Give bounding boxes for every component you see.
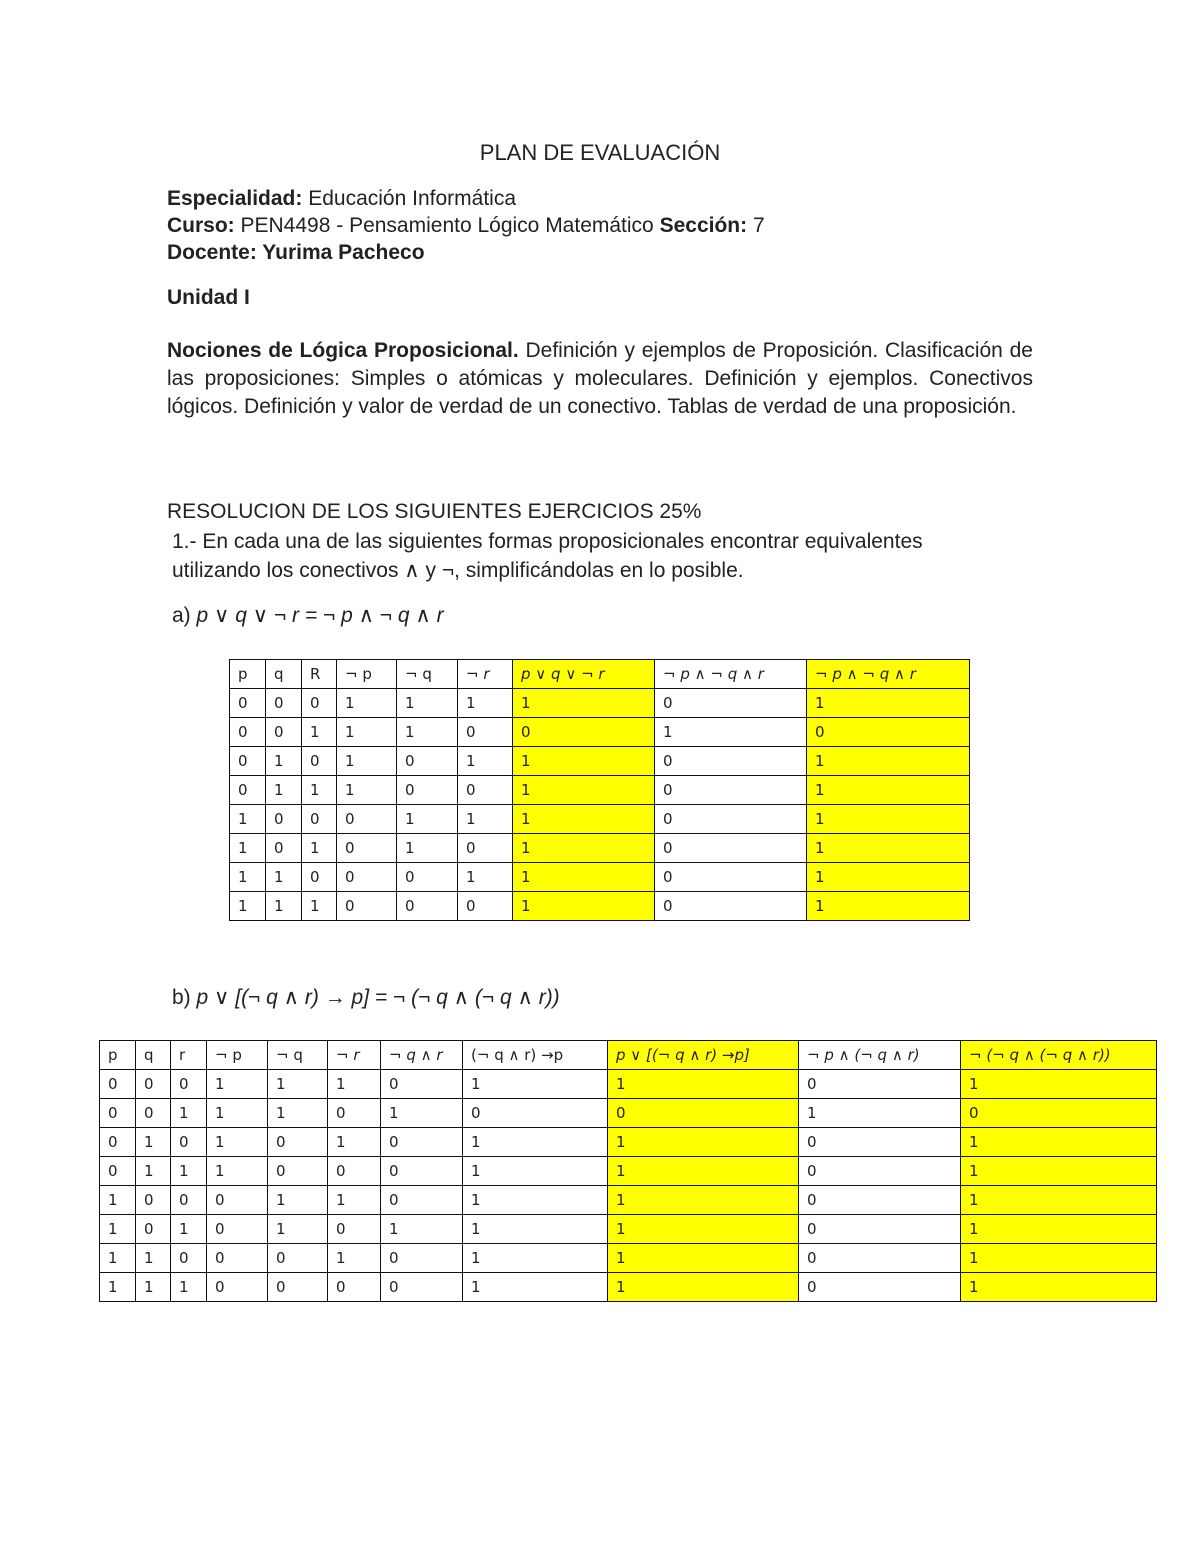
- table-cell: 1: [463, 1273, 608, 1302]
- table-cell: 1: [807, 892, 970, 921]
- table-cell: 0: [337, 805, 397, 834]
- table-cell: 1: [608, 1273, 799, 1302]
- seccion-value: 7: [747, 214, 765, 237]
- table-cell: 0: [458, 834, 513, 863]
- table-cell: 1: [207, 1128, 268, 1157]
- table-cell: 0: [799, 1215, 961, 1244]
- table-cell: 1: [100, 1186, 136, 1215]
- table-cell: 1: [100, 1273, 136, 1302]
- table-cell: 0: [207, 1244, 268, 1273]
- table-cell: 1: [207, 1099, 268, 1128]
- table-header-cell: p: [100, 1041, 136, 1070]
- table-cell: 1: [463, 1186, 608, 1215]
- table-cell: 0: [302, 747, 337, 776]
- table-cell: 0: [136, 1186, 171, 1215]
- table-cell: 0: [397, 747, 458, 776]
- table-header-row: [230, 660, 970, 689]
- table-row: [100, 1099, 1157, 1128]
- table-cell: 1: [807, 805, 970, 834]
- table-cell: 1: [302, 834, 337, 863]
- table-cell: 0: [328, 1099, 381, 1128]
- table-cell: 0: [207, 1215, 268, 1244]
- part-a-formula: p ∨ q ∨ ¬ r = ¬ p ∧ ¬ q ∧ r: [196, 604, 444, 627]
- table-cell: 0: [381, 1070, 463, 1099]
- table-cell: 0: [655, 689, 807, 718]
- table-cell: 1: [171, 1215, 207, 1244]
- table-cell: 1: [100, 1215, 136, 1244]
- table-cell: 0: [100, 1099, 136, 1128]
- table-cell: 1: [608, 1157, 799, 1186]
- table-row: [100, 1273, 1157, 1302]
- part-b-label: [172, 985, 560, 1010]
- table-cell: 0: [799, 1157, 961, 1186]
- table-cell: 1: [171, 1157, 207, 1186]
- exercise-1-line1: 1.- En cada una de las siguientes formas proposicionales encontrar equivalentes: [172, 530, 923, 553]
- table-cell: 0: [655, 863, 807, 892]
- table-cell: 1: [266, 892, 302, 921]
- table-cell: 0: [136, 1215, 171, 1244]
- table-cell: 1: [463, 1157, 608, 1186]
- table-cell: 1: [513, 892, 655, 921]
- table-cell: 0: [302, 863, 337, 892]
- table-cell: 0: [655, 834, 807, 863]
- table-cell: 0: [807, 718, 970, 747]
- table-header-cell: ¬ p: [337, 660, 397, 689]
- part-b-formula: p ∨ [(¬ q ∧ r) → p] = ¬ (¬ q ∧ (¬ q ∧ r)): [196, 986, 560, 1009]
- table-header-cell: ¬ p ∧ ¬ q ∧ r: [655, 660, 807, 689]
- unidad-heading: [167, 284, 250, 311]
- table-header-cell: ¬ r: [458, 660, 513, 689]
- table-cell: 1: [513, 834, 655, 863]
- table-cell: 1: [328, 1128, 381, 1157]
- table-cell: 0: [171, 1244, 207, 1273]
- table-cell: 0: [207, 1273, 268, 1302]
- table-row: [230, 776, 970, 805]
- section-heading: RESOLUCION DE LOS SIGUIENTES EJERCICIOS 25%: [167, 500, 702, 523]
- table-cell: 0: [799, 1186, 961, 1215]
- table-cell: 1: [513, 747, 655, 776]
- table-cell: 0: [655, 776, 807, 805]
- table-cell: 0: [337, 892, 397, 921]
- table-cell: 1: [268, 1215, 328, 1244]
- table-cell: 0: [268, 1244, 328, 1273]
- table-cell: 1: [337, 689, 397, 718]
- table-cell: 1: [961, 1186, 1157, 1215]
- table-header-cell: (¬ q ∧ r) →p: [463, 1041, 608, 1070]
- table-cell: 0: [230, 747, 266, 776]
- table-cell: 1: [961, 1215, 1157, 1244]
- table-cell: 0: [328, 1215, 381, 1244]
- table-cell: 1: [608, 1070, 799, 1099]
- table-cell: 1: [608, 1128, 799, 1157]
- table-cell: 1: [807, 747, 970, 776]
- exercise-1: [172, 527, 1052, 585]
- page-title: PLAN DE EVALUACIÓN: [479, 140, 721, 165]
- part-a-prefix: a): [172, 604, 197, 627]
- table-header-cell: p: [230, 660, 266, 689]
- table-cell: 1: [266, 863, 302, 892]
- table-row: [100, 1186, 1157, 1215]
- table-cell: 1: [807, 834, 970, 863]
- table-cell: 1: [397, 718, 458, 747]
- table-cell: 1: [136, 1244, 171, 1273]
- table-cell: 0: [608, 1099, 799, 1128]
- table-cell: 0: [268, 1157, 328, 1186]
- table-cell: 0: [100, 1070, 136, 1099]
- unidad-label: Unidad I: [167, 286, 250, 309]
- table-cell: 1: [207, 1157, 268, 1186]
- table-cell: 0: [302, 805, 337, 834]
- table-cell: 0: [328, 1273, 381, 1302]
- docente-line: [167, 239, 425, 266]
- table-cell: 0: [381, 1273, 463, 1302]
- curso-value: PEN4498 - Pensamiento Lógico Matemático: [234, 214, 660, 237]
- table-cell: 0: [302, 689, 337, 718]
- table-cell: 1: [458, 863, 513, 892]
- table-row: [100, 1157, 1157, 1186]
- table-cell: 0: [266, 805, 302, 834]
- table-cell: 1: [328, 1244, 381, 1273]
- curso-line: [167, 212, 765, 239]
- docente-label: Docente: Yurima Pacheco: [167, 241, 425, 264]
- table-cell: 0: [463, 1099, 608, 1128]
- table-cell: 0: [381, 1128, 463, 1157]
- table-cell: 0: [381, 1157, 463, 1186]
- table-cell: 1: [513, 776, 655, 805]
- table-cell: 0: [266, 834, 302, 863]
- table-cell: 0: [268, 1128, 328, 1157]
- table-header-cell: R: [302, 660, 337, 689]
- table-cell: 1: [266, 776, 302, 805]
- table-cell: 0: [337, 863, 397, 892]
- table-cell: 0: [171, 1128, 207, 1157]
- table-cell: 1: [961, 1128, 1157, 1157]
- table-cell: 1: [961, 1070, 1157, 1099]
- table-cell: 0: [799, 1070, 961, 1099]
- table-row: [100, 1128, 1157, 1157]
- table-header-cell: p ∨ q ∨ ¬ r: [513, 660, 655, 689]
- table-cell: 1: [302, 892, 337, 921]
- table-cell: 0: [458, 892, 513, 921]
- table-cell: 1: [807, 689, 970, 718]
- table-cell: 0: [171, 1070, 207, 1099]
- table-cell: 0: [100, 1157, 136, 1186]
- table-cell: 1: [230, 805, 266, 834]
- table-cell: 1: [266, 747, 302, 776]
- intro-paragraph: [167, 337, 1033, 421]
- table-cell: 1: [513, 805, 655, 834]
- table-cell: 0: [266, 689, 302, 718]
- table-row: [100, 1215, 1157, 1244]
- table-cell: 0: [799, 1128, 961, 1157]
- table-cell: 1: [381, 1215, 463, 1244]
- table-cell: 1: [337, 747, 397, 776]
- part-b-prefix: b): [172, 986, 197, 1009]
- table-cell: 1: [463, 1244, 608, 1273]
- table-cell: 0: [230, 718, 266, 747]
- table-cell: 1: [302, 718, 337, 747]
- seccion-label: Sección:: [659, 214, 748, 237]
- table-row: [230, 689, 970, 718]
- table-cell: 0: [266, 718, 302, 747]
- especialidad-label: Especialidad:: [167, 187, 303, 210]
- truth-table-b: [99, 1040, 1157, 1302]
- table-cell: 1: [961, 1273, 1157, 1302]
- table-cell: 0: [136, 1099, 171, 1128]
- table-cell: 1: [458, 747, 513, 776]
- table-cell: 1: [337, 718, 397, 747]
- table-cell: 1: [328, 1186, 381, 1215]
- table-cell: 0: [230, 689, 266, 718]
- table-cell: 1: [397, 834, 458, 863]
- table-cell: 0: [655, 805, 807, 834]
- table-cell: 0: [397, 863, 458, 892]
- table-cell: 0: [961, 1099, 1157, 1128]
- intro-text: Definición y ejemplos de Proposición. Clasificación de las proposiciones: Simples o atómicas y moleculares. Definición y ejemplos. Conectivos lógicos. Definición y valor de verdad de un conectivo. Tablas de verdad de una proposición.: [167, 339, 1033, 418]
- table-cell: 1: [463, 1215, 608, 1244]
- table-header-cell: q: [136, 1041, 171, 1070]
- table-cell: 1: [207, 1070, 268, 1099]
- table-cell: 1: [171, 1273, 207, 1302]
- table-cell: 0: [513, 718, 655, 747]
- table-cell: 1: [799, 1099, 961, 1128]
- table-cell: 1: [337, 776, 397, 805]
- table-cell: 1: [608, 1215, 799, 1244]
- table-cell: 1: [136, 1157, 171, 1186]
- table-cell: 1: [397, 689, 458, 718]
- exercise-1-line2: utilizando los conectivos ∧ y ¬, simplificándolas en lo posible.: [172, 559, 744, 582]
- table-cell: 1: [513, 863, 655, 892]
- table-cell: 0: [397, 892, 458, 921]
- table-header-cell: ¬ p ∧ (¬ q ∧ r): [799, 1041, 961, 1070]
- table-cell: 0: [655, 892, 807, 921]
- intro-bold: Nociones de Lógica Proposicional.: [167, 339, 519, 362]
- table-cell: 1: [268, 1070, 328, 1099]
- table-row: [230, 718, 970, 747]
- table-cell: 0: [337, 834, 397, 863]
- table-cell: 0: [328, 1157, 381, 1186]
- part-a-label: [172, 603, 444, 628]
- table-cell: 0: [458, 776, 513, 805]
- table-row: [100, 1244, 1157, 1273]
- table-cell: 1: [230, 834, 266, 863]
- table-cell: 1: [302, 776, 337, 805]
- table-header-cell: ¬ r: [328, 1041, 381, 1070]
- table-cell: 0: [171, 1186, 207, 1215]
- table-cell: 0: [799, 1273, 961, 1302]
- table-cell: 1: [458, 689, 513, 718]
- especialidad-value: Educación Informática: [302, 187, 516, 210]
- table-cell: 1: [608, 1186, 799, 1215]
- table-cell: 1: [397, 805, 458, 834]
- table-cell: 0: [381, 1244, 463, 1273]
- table-row: [230, 747, 970, 776]
- especialidad-line: [167, 185, 516, 212]
- table-cell: 1: [230, 863, 266, 892]
- table-cell: 1: [807, 863, 970, 892]
- table-header-row: [100, 1041, 1157, 1070]
- table-cell: 1: [655, 718, 807, 747]
- table-cell: 1: [268, 1186, 328, 1215]
- table-cell: 0: [268, 1273, 328, 1302]
- table-cell: 0: [136, 1070, 171, 1099]
- table-cell: 0: [458, 718, 513, 747]
- table-header-cell: ¬ q: [397, 660, 458, 689]
- table-header-cell: ¬ (¬ q ∧ (¬ q ∧ r)): [961, 1041, 1157, 1070]
- table-cell: 1: [961, 1244, 1157, 1273]
- table-header-cell: ¬ q: [268, 1041, 328, 1070]
- table-header-cell: r: [171, 1041, 207, 1070]
- table-cell: 1: [381, 1099, 463, 1128]
- table-cell: 1: [458, 805, 513, 834]
- table-cell: 1: [230, 892, 266, 921]
- table-header-cell: q: [266, 660, 302, 689]
- truth-table-a: [229, 659, 970, 921]
- table-cell: 1: [463, 1128, 608, 1157]
- table-cell: 1: [136, 1128, 171, 1157]
- table-cell: 0: [381, 1186, 463, 1215]
- table-header-cell: ¬ p: [207, 1041, 268, 1070]
- table-header-cell: ¬ q ∧ r: [381, 1041, 463, 1070]
- table-cell: 0: [799, 1244, 961, 1273]
- curso-label: Curso:: [167, 214, 235, 237]
- table-row: [100, 1070, 1157, 1099]
- table-cell: 1: [807, 776, 970, 805]
- table-cell: 0: [207, 1186, 268, 1215]
- table-cell: 1: [463, 1070, 608, 1099]
- table-cell: 1: [136, 1273, 171, 1302]
- table-row: [230, 863, 970, 892]
- table-cell: 0: [397, 776, 458, 805]
- table-row: [230, 834, 970, 863]
- table-cell: 1: [328, 1070, 381, 1099]
- table-cell: 1: [100, 1244, 136, 1273]
- table-cell: 0: [230, 776, 266, 805]
- table-cell: 1: [608, 1244, 799, 1273]
- table-cell: 1: [513, 689, 655, 718]
- table-cell: 0: [655, 747, 807, 776]
- table-header-cell: ¬ p ∧ ¬ q ∧ r: [807, 660, 970, 689]
- table-row: [230, 892, 970, 921]
- table-header-cell: p ∨ [(¬ q ∧ r) →p]: [608, 1041, 799, 1070]
- table-cell: 0: [100, 1128, 136, 1157]
- table-cell: 1: [171, 1099, 207, 1128]
- table-row: [230, 805, 970, 834]
- table-cell: 1: [961, 1157, 1157, 1186]
- table-cell: 1: [268, 1099, 328, 1128]
